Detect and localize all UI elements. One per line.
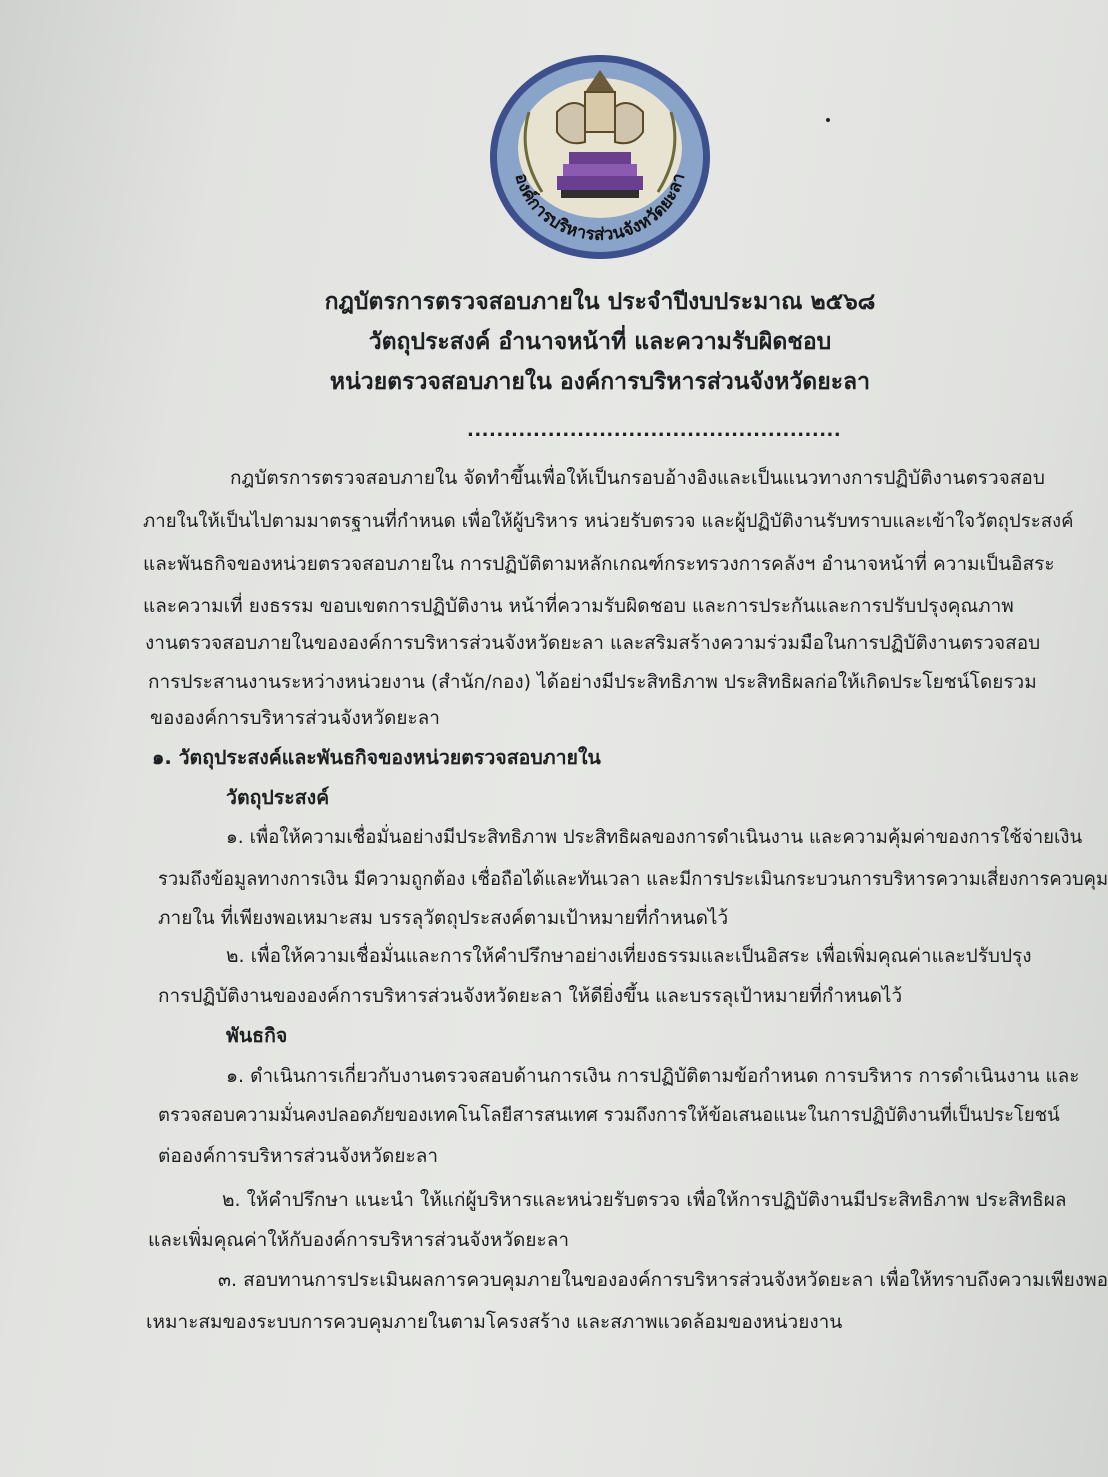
seal-text: องค์การบริหารส่วนจังหวัดยะลา: [510, 171, 690, 245]
objectives-heading: วัตถุประสงค์: [226, 786, 330, 809]
mission-2-line-1: ๒. ให้คำปรึกษา แนะนำ ให้แก่ผู้บริหารและหน่วยรับตรวจ เพื่อให้การปฏิบัติงานมีประสิทธิภาพ ประสิทธิผล: [222, 1189, 1067, 1211]
mission-2-line-2: และเพิ่มคุณค่าให้กับองค์การบริหารส่วนจังหวัดยะลา: [148, 1229, 570, 1251]
title-line-3: หน่วยตรวจสอบภายใน องค์การบริหารส่วนจังหวัดยะลา: [329, 369, 871, 395]
separator-dots: ...................................................: [467, 420, 842, 441]
mission-heading: พันธกิจ: [226, 1024, 288, 1047]
mission-3-line-1: ๓. สอบทานการประเมินผลการควบคุมภายในขององค์การบริหารส่วนจังหวัดยะลา เพื่อให้ทราบถึงความเพียงพอ: [218, 1269, 1108, 1291]
objective-2-line-1: ๒. เพื่อให้ความเชื่อมั่นและการให้คำปรึกษาอย่างเที่ยงธรรมและเป็นอิสระ เพื่อเพิ่มคุณค่าและปรับปรุง: [226, 945, 1032, 967]
objective-1-line-3: ภายใน ที่เพียงพอเหมาะสม บรรลุวัตถุประสงค์ตามเป้าหมายที่กำหนดไว้: [158, 907, 729, 929]
objective-1-line-1: ๑. เพื่อให้ความเชื่อมั่นอย่างมีประสิทธิภาพ ประสิทธิผลของการดำเนินงาน และความคุ้มค่าของการใช้จ่ายเงิน: [226, 827, 1083, 848]
intro-line-7: ขององค์การบริหารส่วนจังหวัดยะลา: [150, 707, 440, 729]
speck-mark: [826, 118, 830, 122]
objective-1-line-2: รวมถึงข้อมูลทางการเงิน มีความถูกต้อง เชื่อถือได้และทันเวลา และมีการประเมินกระบวนการบริหารความเสี่ยงการควบคุม: [158, 869, 1108, 890]
section1-heading: ๑. วัตถุประสงค์และพันธกิจของหน่วยตรวจสอบภายใน: [152, 746, 601, 769]
objective-2-line-2: การปฏิบัติงานขององค์การบริหารส่วนจังหวัดยะลา ให้ดียิ่งขึ้น และบรรลุเป้าหมายที่กำหนดไว้: [158, 985, 903, 1007]
mission-1-line-2: ตรวจสอบความมั่นคงปลอดภัยของเทคโนโลยีสารสนเทศ รวมถึงการให้ข้อเสนอแนะในการปฏิบัติงานที่เป็นประโยชน์: [158, 1105, 1060, 1126]
intro-line-5: งานตรวจสอบภายในขององค์การบริหารส่วนจังหวัดยะลา และสริมสร้างความร่วมมือในการปฏิบัติงานตรวจสอบ: [145, 632, 1041, 654]
mission-1-line-1: ๑. ดำเนินการเกี่ยวกับงานตรวจสอบด้านการเงิน การปฏิบัติตามข้อกำหนด การบริหาร การดำเนินงาน และ: [226, 1065, 1080, 1087]
title-line-2: วัตถุประสงค์ อำนาจหน้าที่ และความรับผิดชอบ: [368, 329, 832, 355]
seal-emblem-icon: [487, 52, 713, 262]
document-title-block: [250, 282, 950, 402]
organization-seal: [487, 52, 713, 262]
intro-line-1: กฎบัตรการตรวจสอบภายใน จัดทำขึ้นเพื่อให้เป็นกรอบอ้างอิงและเป็นแนวทางการปฏิบัติงานตรวจสอบ: [230, 467, 1045, 489]
intro-line-3: และพันธกิจของหน่วยตรวจสอบภายใน การปฏิบัติตามหลักเกณฑ์กระทรวงการคลังฯ อำนาจหน้าที่ ความเป็นอิสระ: [143, 553, 1055, 575]
intro-line-4: และความเที่ ยงธรรม ขอบเขตการปฏิบัติงาน หน้าที่ความรับผิดชอบ และการประกันและการปรับปรุงคุณภาพ: [143, 595, 1014, 617]
intro-line-2: ภายในให้เป็นไปตามมาตรฐานที่กำหนด เพื่อให้ผู้บริหาร หน่วยรับตรวจ และผู้ปฏิบัติงานรับทราบและเข้าใจวัตถุประสงค์: [143, 511, 1074, 532]
mission-3-line-2: เหมาะสมของระบบการควบคุมภายในตามโครงสร้าง และสภาพแวดล้อมของหน่วยงาน: [146, 1311, 843, 1333]
title-line-1: กฎบัตรการตรวจสอบภายใน ประจำปีงบประมาณ ๒๕๖๘: [324, 289, 876, 315]
intro-line-6: การประสานงานระหว่างหน่วยงาน (สำนัก/กอง) ได้อย่างมีประสิทธิภาพ ประสิทธิผลก่อให้เกิดประโยชน์โดยรวม: [148, 671, 1037, 693]
mission-1-line-3: ต่อองค์การบริหารส่วนจังหวัดยะลา: [158, 1145, 439, 1167]
